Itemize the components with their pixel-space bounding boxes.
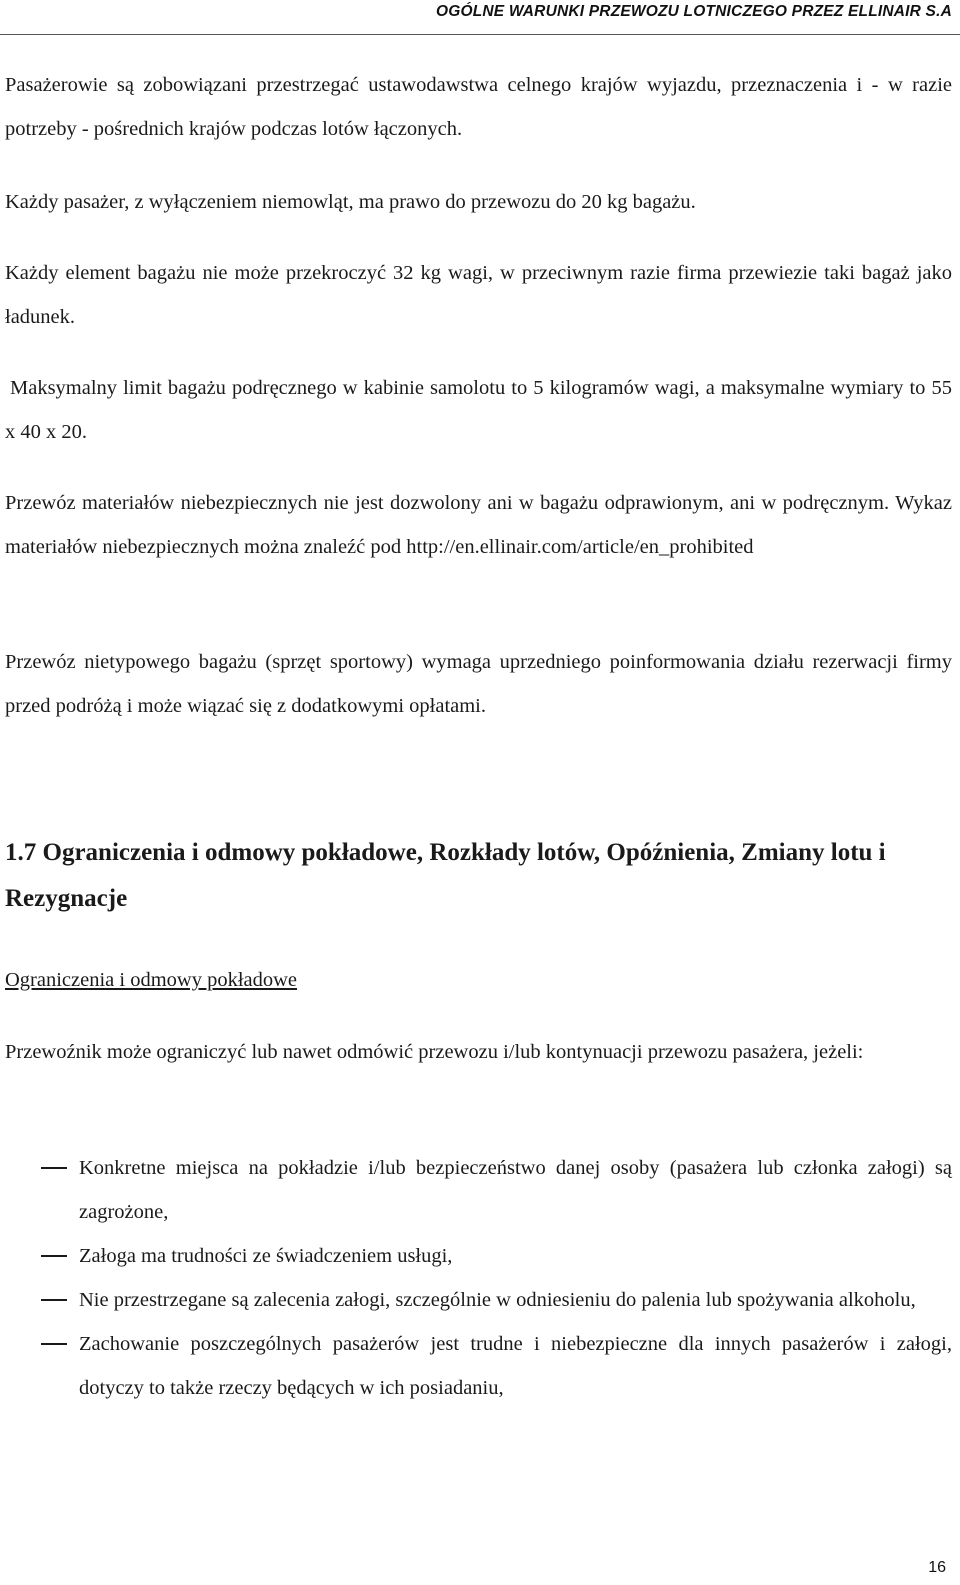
list-item — [5, 1146, 952, 1234]
para-max-item-block — [5, 251, 952, 339]
conditions-list-block — [5, 1146, 952, 1410]
para-customs-block — [5, 63, 952, 151]
dash-bullet-icon — [41, 1299, 67, 1301]
section-intro: Przewoźnik może ograniczyć lub nawet odmówić przewozu i/lub kontynuacji przewozu pasażera, jeżeli: — [5, 1041, 864, 1063]
list-item-text: Nie przestrzegane są zalecenia załogi, szczególnie w odniesieniu do palenia lub spożywania alkoholu, — [79, 1289, 916, 1311]
paragraph-customs: Pasażerowie są zobowiązani przestrzegać ustawodawstwa celnego krajów wyjazdu, przeznaczenia i - w razie potrzeby - pośrednich krajów podczas lotów łączonych. — [5, 74, 952, 140]
list-item-text: Zachowanie poszczególnych pasażerów jest trudne i niebezpieczne dla innych pasażerów i załogi, dotyczy to także rzeczy będących w ich posiadaniu, — [79, 1333, 952, 1399]
para-dangerous-block — [5, 481, 952, 569]
header-rule — [0, 34, 960, 35]
paragraph-allowance: Każdy pasażer, z wyłączeniem niemowląt, ma prawo do przewozu do 20 kg bagażu. — [5, 191, 696, 213]
dash-bullet-icon — [41, 1343, 67, 1345]
list-item-text: Konkretne miejsca na pokładzie i/lub bezpieczeństwo danej osoby (pasażera lub członka załogi) są zagrożone, — [79, 1157, 952, 1223]
para-special-block — [5, 640, 952, 728]
paragraph-special-baggage: Przewóz nietypowego bagażu (sprzęt sportowy) wymaga uprzedniego poinformowania działu rezerwacji firmy przed podróżą i może wiązać się z dodatkowymi opłatami. — [5, 651, 952, 717]
subheading-block — [5, 958, 952, 1002]
list-item — [5, 1278, 952, 1322]
document-header: OGÓLNE WARUNKI PRZEWOZU LOTNICZEGO PRZEZ ELLINAIR S.A — [435, 3, 952, 20]
list-item-text: Załoga ma trudności ze świadczeniem usługi, — [79, 1245, 453, 1267]
paragraph-dangerous-goods: Przewóz materiałów niebezpiecznych nie jest dozwolony ani w bagażu odprawionym, ani w podręcznym. Wykaz materiałów niebezpiecznych można znaleźć pod http://en.ellinair.com/article/en_prohibited — [5, 492, 952, 558]
section-heading: 1.7 Ograniczenia i odmowy pokładowe, Rozkłady lotów, Opóźnienia, Zmiany lotu i Rezygnacje — [5, 839, 886, 912]
para-hand-luggage-block — [5, 366, 952, 454]
list-item — [5, 1234, 952, 1278]
section-heading-block — [5, 830, 952, 922]
para-allowance-block — [5, 180, 952, 224]
page-number: 16 — [928, 1559, 946, 1576]
dash-bullet-icon — [41, 1167, 67, 1169]
paragraph-max-item: Każdy element bagażu nie może przekroczyć 32 kg wagi, w przeciwnym razie firma przewiezie taki bagaż jako ładunek. — [5, 262, 952, 328]
dash-bullet-icon — [41, 1255, 67, 1257]
list-item — [5, 1322, 952, 1410]
intro-block — [5, 1030, 952, 1074]
conditions-list — [5, 1146, 952, 1410]
section-subheading: Ograniczenia i odmowy pokładowe — [5, 969, 298, 991]
paragraph-hand-luggage: Maksymalny limit bagażu podręcznego w kabinie samolotu to 5 kilogramów wagi, a maksymalne wymiary to 55 x 40 x 20. — [5, 377, 952, 443]
